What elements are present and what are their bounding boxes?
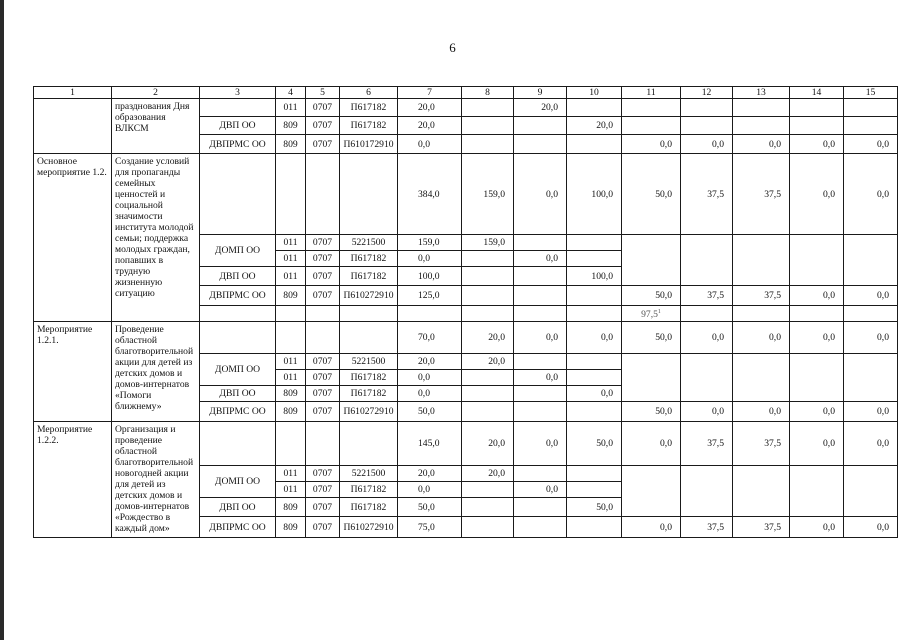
column-number-header: 4 — [276, 87, 306, 99]
table-row-total — [34, 422, 898, 466]
cell-col-14 — [790, 354, 844, 402]
cell-col-10: 50,0 — [567, 498, 622, 517]
cell-col-11 — [622, 117, 681, 135]
cell-col-9 — [514, 135, 567, 154]
cell-col-8 — [462, 370, 514, 386]
cell-funding-source: ДВПРМС ОО — [200, 402, 276, 422]
cell-col-8 — [462, 251, 514, 267]
column-number-header: 8 — [462, 87, 514, 99]
cell-col-10: 50,0 — [567, 422, 622, 466]
cell-col-14: 0,0 — [790, 517, 844, 538]
column-number-header: 3 — [200, 87, 276, 99]
cell-col-9: 0,0 — [514, 422, 567, 466]
cell-empty — [276, 306, 306, 322]
cell-funding-source — [200, 422, 276, 466]
cell-col-8: 159,0 — [462, 154, 514, 235]
table-row — [34, 99, 898, 117]
cell-activity-description: Создание условий для пропаганды семейных ценностей и социальной значимости института молодой семьи; поддержка молодых граждан, попавших в трудную жизненную ситуацию — [112, 154, 200, 322]
cell-col-11: 0,0 — [622, 135, 681, 154]
cell-empty — [398, 306, 462, 322]
cell-col-9: 0,0 — [514, 482, 567, 498]
cell-code-gr — [276, 422, 306, 466]
cell-col-10 — [567, 370, 622, 386]
cell-col-7: 50,0 — [398, 402, 462, 422]
cell-funding-source: ДОМП ОО — [200, 354, 276, 386]
cell-code-csr: 5221500 — [340, 354, 398, 370]
cell-col-9 — [514, 466, 567, 482]
cell-col-12: 37,5 — [681, 286, 733, 306]
cell-col-7: 125,0 — [398, 286, 462, 306]
cell-col-10 — [567, 517, 622, 538]
footnote-marker: 1 — [657, 308, 661, 315]
cell-col-12 — [681, 99, 733, 117]
cell-col-14: 0,0 — [790, 135, 844, 154]
cell-col-14 — [790, 99, 844, 117]
column-number-header: 2 — [112, 87, 200, 99]
cell-col-12: 0,0 — [681, 135, 733, 154]
cell-col-12: 0,0 — [681, 322, 733, 354]
cell-col-8: 20,0 — [462, 322, 514, 354]
cell-code-gr: 011 — [276, 267, 306, 286]
cell-col-10: 20,0 — [567, 117, 622, 135]
cell-col-13: 0,0 — [733, 135, 790, 154]
cell-col-15 — [844, 354, 898, 402]
cell-col-8 — [462, 117, 514, 135]
scan-binding-edge — [0, 0, 4, 640]
column-number-header: 6 — [340, 87, 398, 99]
cell-code-gr — [276, 322, 306, 354]
cell-funding-source — [200, 154, 276, 235]
cell-col-9 — [514, 286, 567, 306]
column-number-header: 9 — [514, 87, 567, 99]
budget-table — [33, 86, 898, 538]
cell-code-gr: 011 — [276, 354, 306, 370]
cell-code-csr — [340, 154, 398, 235]
cell-col-8: 20,0 — [462, 466, 514, 482]
cell-funding-source — [200, 99, 276, 117]
cell-code-csr: 5221500 — [340, 235, 398, 251]
cell-col-10 — [567, 354, 622, 370]
cell-col-14: 0,0 — [790, 422, 844, 466]
cell-code-gr: 011 — [276, 235, 306, 251]
cell-col-13 — [733, 235, 790, 286]
cell-col-9 — [514, 235, 567, 251]
cell-code-gr: 011 — [276, 466, 306, 482]
cell-col-13 — [733, 99, 790, 117]
cell-col-15 — [844, 99, 898, 117]
cell-activity-name: Мероприятие 1.2.1. — [34, 322, 112, 422]
cell-code-rzpr: 0707 — [306, 354, 340, 370]
column-number-header: 1 — [34, 87, 112, 99]
cell-activity-description: празднования Дня образования ВЛКСМ — [112, 99, 200, 154]
cell-code-csr: П617182 — [340, 267, 398, 286]
cell-col-9: 20,0 — [514, 99, 567, 117]
cell-col-7: 20,0 — [398, 117, 462, 135]
cell-col-9 — [514, 117, 567, 135]
cell-code-gr: 809 — [276, 386, 306, 402]
cell-code-csr: П617182 — [340, 370, 398, 386]
cell-empty — [462, 306, 514, 322]
extra-value: 97,5 — [641, 309, 658, 321]
cell-code-gr: 809 — [276, 402, 306, 422]
cell-col-11: 50,0 — [622, 286, 681, 306]
cell-code-gr: 809 — [276, 498, 306, 517]
cell-code-gr: 011 — [276, 482, 306, 498]
cell-col-15: 0,0 — [844, 402, 898, 422]
cell-col-15 — [844, 117, 898, 135]
cell-col-11: 0,0 — [622, 422, 681, 466]
cell-col-7: 100,0 — [398, 267, 462, 286]
cell-code-csr — [340, 422, 398, 466]
cell-activity-description: Проведение областной благотворительной акции для детей из детских домов и домов-интернатов «Помоги ближнему» — [112, 322, 200, 422]
cell-col-7: 70,0 — [398, 322, 462, 354]
cell-col-11 — [622, 99, 681, 117]
cell-code-rzpr: 0707 — [306, 498, 340, 517]
cell-col-15: 0,0 — [844, 422, 898, 466]
cell-col-9: 0,0 — [514, 251, 567, 267]
cell-code-rzpr: 0707 — [306, 99, 340, 117]
cell-code-gr — [276, 154, 306, 235]
cell-col-12: 37,5 — [681, 154, 733, 235]
cell-col-7: 384,0 — [398, 154, 462, 235]
cell-col-13 — [733, 354, 790, 402]
cell-col-13 — [733, 117, 790, 135]
cell-col-10: 0,0 — [567, 322, 622, 354]
cell-col-14 — [790, 235, 844, 286]
cell-code-gr: 011 — [276, 370, 306, 386]
cell-code-csr: П617182 — [340, 251, 398, 267]
cell-empty — [844, 306, 898, 322]
cell-col-10 — [567, 482, 622, 498]
cell-col-9 — [514, 386, 567, 402]
cell-col-7: 20,0 — [398, 99, 462, 117]
cell-col-7: 50,0 — [398, 498, 462, 517]
cell-col-12: 37,5 — [681, 517, 733, 538]
cell-col-14: 0,0 — [790, 402, 844, 422]
cell-code-rzpr: 0707 — [306, 267, 340, 286]
cell-activity-name — [34, 99, 112, 154]
cell-col-8 — [462, 402, 514, 422]
cell-col-15: 0,0 — [844, 322, 898, 354]
cell-col-10 — [567, 466, 622, 482]
cell-col-8 — [462, 386, 514, 402]
cell-col-11: 50,0 — [622, 402, 681, 422]
cell-col-7: 75,0 — [398, 517, 462, 538]
cell-code-gr: 011 — [276, 251, 306, 267]
cell-col-10 — [567, 286, 622, 306]
cell-code-rzpr: 0707 — [306, 251, 340, 267]
cell-col-10 — [567, 251, 622, 267]
cell-col-15: 0,0 — [844, 517, 898, 538]
cell-empty — [306, 306, 340, 322]
cell-code-csr: П610272910 — [340, 402, 398, 422]
column-number-header: 15 — [844, 87, 898, 99]
cell-funding-source: ДОМП ОО — [200, 235, 276, 267]
cell-col-14: 0,0 — [790, 322, 844, 354]
cell-col-15 — [844, 235, 898, 286]
cell-col-14 — [790, 117, 844, 135]
cell-col-13: 37,5 — [733, 517, 790, 538]
cell-col-8 — [462, 267, 514, 286]
cell-col-7: 159,0 — [398, 235, 462, 251]
cell-col-9 — [514, 402, 567, 422]
cell-code-csr: П610172910 — [340, 135, 398, 154]
cell-col-8 — [462, 135, 514, 154]
cell-code-gr: 809 — [276, 135, 306, 154]
cell-col-7: 0,0 — [398, 251, 462, 267]
cell-empty — [790, 306, 844, 322]
cell-funding-source: ДВП ОО — [200, 267, 276, 286]
cell-col-8 — [462, 517, 514, 538]
cell-empty — [681, 306, 733, 322]
cell-col-12: 37,5 — [681, 422, 733, 466]
cell-col-12 — [681, 466, 733, 517]
cell-col-9: 0,0 — [514, 154, 567, 235]
cell-code-csr: П617182 — [340, 99, 398, 117]
cell-funding-source: ДВП ОО — [200, 386, 276, 402]
cell-col-15: 0,0 — [844, 154, 898, 235]
cell-funding-source: ДВПРМС ОО — [200, 517, 276, 538]
cell-col-10 — [567, 135, 622, 154]
cell-col-8 — [462, 99, 514, 117]
cell-code-rzpr: 0707 — [306, 386, 340, 402]
cell-code-csr — [340, 322, 398, 354]
cell-col-13: 37,5 — [733, 286, 790, 306]
cell-col-15 — [844, 466, 898, 517]
cell-col-10 — [567, 99, 622, 117]
cell-col-7: 0,0 — [398, 386, 462, 402]
cell-code-rzpr: 0707 — [306, 482, 340, 498]
cell-col-14 — [790, 466, 844, 517]
cell-code-rzpr: 0707 — [306, 235, 340, 251]
cell-col-10: 100,0 — [567, 267, 622, 286]
table-row-total — [34, 322, 898, 354]
cell-activity-description: Организация и проведение областной благотворительной новогодней акции для детей из детских домов и домов-интернатов «Рождество в каждый дом» — [112, 422, 200, 538]
cell-col-9 — [514, 267, 567, 286]
cell-col-12 — [681, 235, 733, 286]
cell-col-11: 50,0 — [622, 154, 681, 235]
cell-code-csr: П610272910 — [340, 286, 398, 306]
cell-col-14: 0,0 — [790, 154, 844, 235]
cell-col-13 — [733, 466, 790, 517]
cell-col-11 — [622, 354, 681, 402]
cell-funding-source: ДОМП ОО — [200, 466, 276, 498]
cell-col-7: 145,0 — [398, 422, 462, 466]
cell-col-10: 100,0 — [567, 154, 622, 235]
cell-col-12: 0,0 — [681, 402, 733, 422]
cell-col-11-extra — [622, 306, 681, 322]
cell-empty — [514, 306, 567, 322]
cell-funding-source: ДВП ОО — [200, 498, 276, 517]
cell-col-8 — [462, 482, 514, 498]
column-number-header: 12 — [681, 87, 733, 99]
cell-col-10 — [567, 235, 622, 251]
cell-code-csr: П610272910 — [340, 517, 398, 538]
cell-code-rzpr: 0707 — [306, 466, 340, 482]
cell-col-7: 0,0 — [398, 135, 462, 154]
cell-code-rzpr: 0707 — [306, 517, 340, 538]
cell-code-rzpr: 0707 — [306, 286, 340, 306]
column-number-header: 14 — [790, 87, 844, 99]
column-number-header: 11 — [622, 87, 681, 99]
cell-activity-name: Мероприятие 1.2.2. — [34, 422, 112, 538]
cell-code-gr: 011 — [276, 99, 306, 117]
cell-col-15: 0,0 — [844, 286, 898, 306]
page-number: 6 — [449, 40, 456, 55]
cell-code-rzpr: 0707 — [306, 402, 340, 422]
cell-col-7: 20,0 — [398, 354, 462, 370]
cell-col-11: 0,0 — [622, 517, 681, 538]
cell-col-13: 0,0 — [733, 402, 790, 422]
cell-col-8: 20,0 — [462, 422, 514, 466]
cell-col-9: 0,0 — [514, 322, 567, 354]
cell-col-15: 0,0 — [844, 135, 898, 154]
cell-col-7: 0,0 — [398, 370, 462, 386]
cell-code-rzpr: 0707 — [306, 117, 340, 135]
cell-col-8 — [462, 498, 514, 517]
cell-empty — [567, 306, 622, 322]
cell-col-10 — [567, 402, 622, 422]
cell-code-gr: 809 — [276, 286, 306, 306]
column-number-header: 7 — [398, 87, 462, 99]
cell-code-rzpr: 0707 — [306, 135, 340, 154]
cell-col-8 — [462, 286, 514, 306]
cell-funding-source: ДВПРМС ОО — [200, 135, 276, 154]
cell-code-csr: П617182 — [340, 482, 398, 498]
table-row-total — [34, 154, 898, 235]
cell-col-10: 0,0 — [567, 386, 622, 402]
cell-funding-source: ДВП ОО — [200, 117, 276, 135]
cell-col-7: 0,0 — [398, 482, 462, 498]
cell-code-rzpr — [306, 154, 340, 235]
cell-code-rzpr — [306, 322, 340, 354]
cell-col-8: 20,0 — [462, 354, 514, 370]
column-number-header: 10 — [567, 87, 622, 99]
cell-code-rzpr: 0707 — [306, 370, 340, 386]
cell-code-csr: П617182 — [340, 498, 398, 517]
cell-activity-name: Основное мероприятие 1.2. — [34, 154, 112, 322]
cell-col-13: 37,5 — [733, 422, 790, 466]
cell-col-12 — [681, 117, 733, 135]
cell-empty — [200, 306, 276, 322]
cell-col-12 — [681, 354, 733, 402]
column-number-header: 13 — [733, 87, 790, 99]
cell-empty — [733, 306, 790, 322]
cell-col-7: 20,0 — [398, 466, 462, 482]
cell-funding-source — [200, 322, 276, 354]
cell-col-9 — [514, 517, 567, 538]
cell-col-14: 0,0 — [790, 286, 844, 306]
cell-col-11 — [622, 235, 681, 286]
cell-col-8: 159,0 — [462, 235, 514, 251]
cell-funding-source: ДВПРМС ОО — [200, 286, 276, 306]
cell-code-csr: 5221500 — [340, 466, 398, 482]
cell-col-13: 0,0 — [733, 322, 790, 354]
cell-code-rzpr — [306, 422, 340, 466]
cell-col-9: 0,0 — [514, 370, 567, 386]
cell-code-gr: 809 — [276, 117, 306, 135]
cell-col-13: 37,5 — [733, 154, 790, 235]
cell-code-csr: П617182 — [340, 117, 398, 135]
cell-col-11: 50,0 — [622, 322, 681, 354]
cell-empty — [340, 306, 398, 322]
cell-code-csr: П617182 — [340, 386, 398, 402]
cell-col-9 — [514, 354, 567, 370]
column-number-header: 5 — [306, 87, 340, 99]
table-header-row — [34, 87, 898, 99]
cell-col-9 — [514, 498, 567, 517]
cell-col-11 — [622, 466, 681, 517]
cell-code-gr: 809 — [276, 517, 306, 538]
